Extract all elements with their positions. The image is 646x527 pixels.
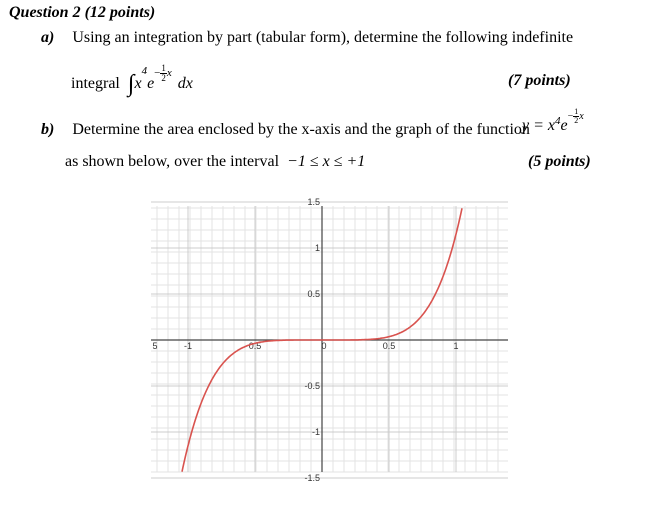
interval: −1 ≤ x ≤ +1: [287, 153, 366, 170]
question-points: (12 points): [84, 4, 156, 21]
exp-denominator: 2: [161, 72, 166, 83]
func-exp-var: x: [579, 111, 584, 122]
exp-numerator: 1: [161, 62, 166, 73]
x-tick-label: 5: [152, 341, 158, 351]
y-tick-label: -0.5: [304, 381, 320, 391]
func-exp-sign: −: [567, 111, 574, 122]
func-x-exponent: 4: [555, 115, 561, 127]
integrand-x-exponent: 4: [141, 65, 148, 77]
integral-sign: ∫: [127, 71, 135, 97]
x-tick-label: 0.5: [248, 341, 262, 351]
exp-var: x: [166, 67, 172, 79]
part-b-points: (5 points): [528, 153, 591, 170]
part-a-points: (7 points): [508, 72, 571, 89]
x-tick-label: -1: [183, 341, 193, 351]
part-a-text: Using an integration by part (tabular form), determine the following indefinite: [72, 29, 574, 46]
part-a-label: a): [41, 29, 55, 46]
x-tick-label: 0.5: [382, 341, 396, 351]
part-b-text: Determine the area enclosed by the x-axis and the graph of the function: [72, 121, 530, 138]
integral-prefix: integral: [71, 75, 120, 92]
func-exp-numerator: 1: [574, 107, 579, 117]
y-tick-label: 1.5: [307, 197, 320, 207]
y-tick-label: 0.5: [307, 289, 320, 299]
x-tick-label: 0: [321, 341, 327, 351]
part-b-text2: as shown below, over the interval: [65, 153, 280, 170]
question-label: Question 2: [9, 4, 81, 21]
func-lhs: y = x: [522, 117, 555, 134]
y-tick-label: -1.5: [304, 473, 320, 483]
y-tick-label: -1: [311, 427, 320, 437]
differential: dx: [177, 75, 193, 92]
func-exp-denominator: 2: [574, 116, 579, 126]
exp-sign: −: [154, 67, 161, 79]
integrand-x: x: [134, 75, 142, 92]
part-b-label: b): [41, 121, 55, 138]
func-e: e: [560, 117, 568, 134]
y-tick-label: 1: [314, 243, 320, 253]
x-tick-label: 1: [453, 341, 459, 351]
integrand-e: e: [147, 75, 155, 92]
